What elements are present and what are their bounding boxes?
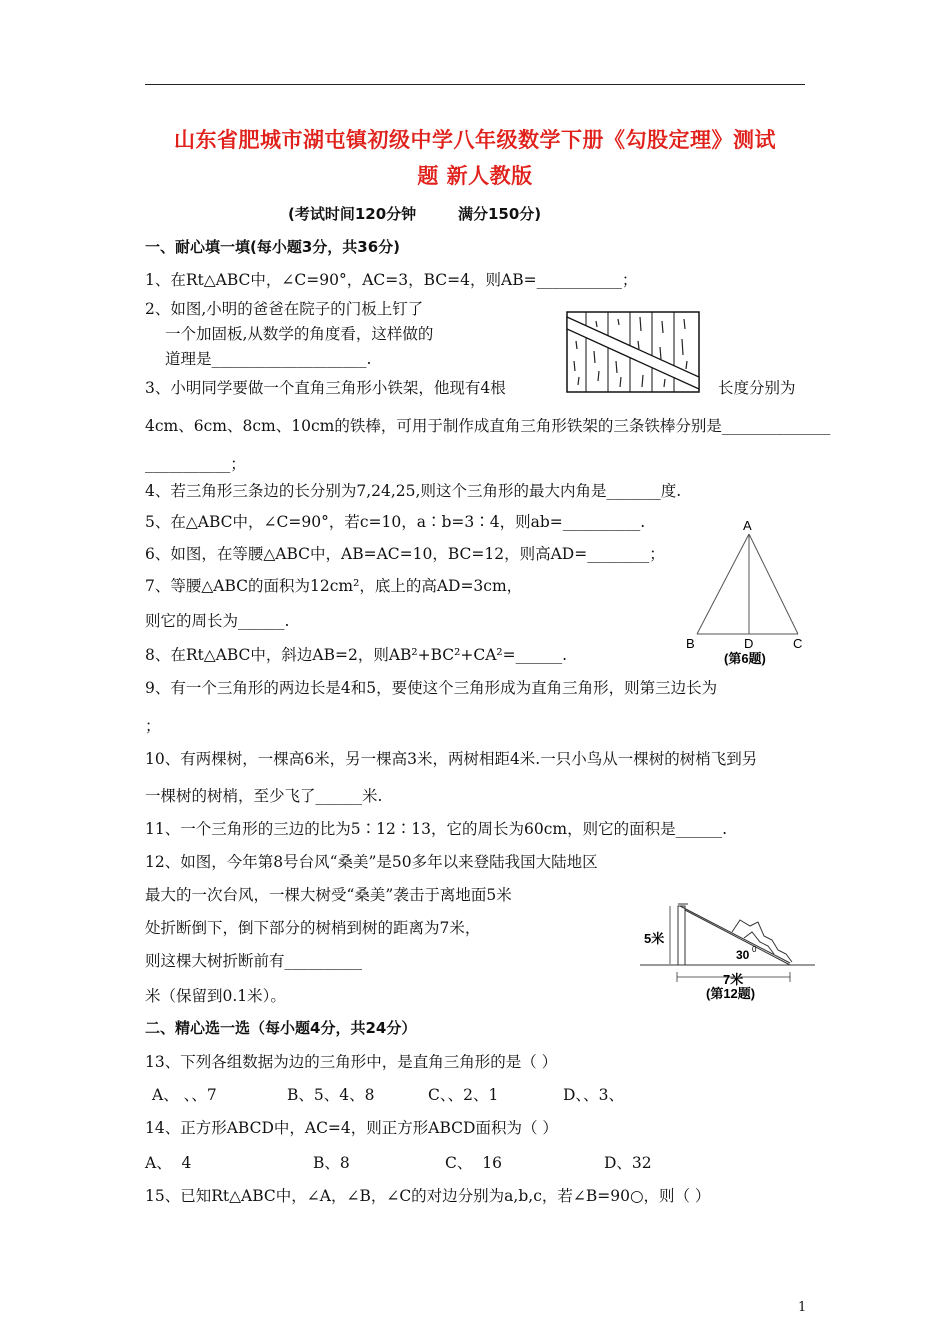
question-12-line-3: 处折断倒下，倒下部分的树梢到树的距离为7米， — [145, 919, 481, 937]
distance-label: 7米 — [723, 972, 744, 987]
question-7-line-1: 7、等腰△ABC的面积为12cm²，底上的高AD=3cm， — [145, 577, 523, 595]
title-line-2: 题 新人教版 — [417, 164, 533, 188]
question-2-line-2: 一个加固板,从数学的角度看，这样做的 — [165, 325, 434, 343]
question-3-line-1: 3、小明同学要做一个直角三角形小铁架，他现有4根 — [145, 379, 506, 397]
question-12-line-5: 米（保留到0.1米）。 — [145, 987, 286, 1005]
q13-option-b: B、5、4、8 — [287, 1086, 375, 1104]
question-2-line-1: 2、如图,小明的爸爸在院子的门板上钉了 — [145, 300, 424, 318]
question-9-line-1: 9、有一个三角形的两边长是4和5，要使这个三角形成为直角三角形，则第三边长为 — [145, 679, 718, 697]
question-7-line-2: 则它的周长为______. — [145, 612, 290, 630]
q13-option-a: A、 、、7 — [152, 1086, 217, 1104]
height-label: 5米 — [644, 931, 665, 946]
figure-6-caption: (第6题) — [724, 651, 766, 666]
angle-label: 30 — [736, 948, 750, 962]
question-10-line-1: 10、有两棵树，一棵高6米，另一棵高3米，两树相距4米.一只小鸟从一棵树的树梢飞到另 — [145, 750, 758, 768]
question-2-line-3: 道理是____________________. — [165, 350, 372, 368]
page-number: 1 — [798, 1300, 807, 1315]
question-12-line-4: 则这棵大树折断前有__________ — [145, 952, 363, 970]
question-13: 13、下列各组数据为边的三角形中，是直角三角形的是（ ） — [145, 1053, 558, 1071]
label-a: A — [743, 518, 752, 533]
label-b: B — [686, 636, 695, 651]
q14-option-a: A、 4 — [145, 1154, 192, 1172]
question-3-line-2: 4cm、6cm、8cm、10cm的铁棒，可用于制作成直角三角形铁架的三条铁棒分别是______________ — [145, 417, 831, 435]
question-15: 15、已知Rt△ABC中，∠A，∠B，∠C的对边分别为a,b,c，若∠B=90○，则（ ） — [145, 1187, 711, 1205]
degree-mark: 0 — [752, 945, 757, 954]
question-12-line-1: 12、如图，今年第8号台风“桑美”是50多年以来登陆我国大陆地区 — [145, 853, 598, 871]
header-rule — [145, 84, 805, 85]
q14-option-b: B、8 — [313, 1154, 350, 1172]
question-11: 11、一个三角形的三边的比为5∶12∶13，它的周长为60cm，则它的面积是______. — [145, 820, 728, 838]
question-4: 4、若三角形三条边的长分别为7,24,25,则这个三角形的最大内角是_______度. — [145, 482, 682, 500]
question-1: 1、在Rt△ABC中，∠C=90°，AC=3，BC=4，则AB=___________； — [145, 271, 638, 289]
figure-12-caption: (第12题) — [706, 986, 756, 1001]
label-d: D — [744, 636, 754, 651]
question-12-line-2: 最大的一次台风，一棵大树受“桑美”袭击于离地面5米 — [145, 886, 512, 904]
triangle-figure-6 — [680, 514, 810, 670]
question-6: 6、如图，在等腰△ABC中，AB=AC=10，BC=12，则高AD=________； — [145, 545, 665, 563]
question-5: 5、在△ABC中，∠C=90°，若c=10，a∶b=3∶4，则ab=__________. — [145, 513, 646, 531]
door-brace-figure — [566, 311, 700, 393]
broken-tree-figure-12 — [640, 892, 816, 1008]
question-10-line-2: 一棵树的树梢，至少飞了______米. — [145, 787, 383, 805]
title-line-1: 山东省肥城市湖屯镇初级中学八年级数学下册《勾股定理》测试 — [174, 128, 776, 152]
q14-option-d: D、32 — [604, 1154, 652, 1172]
question-14: 14、正方形ABCD中，AC=4，则正方形ABCD面积为（ ） — [145, 1119, 558, 1137]
exam-info: (考试时间120分钟 满分150分) — [288, 205, 542, 223]
section-1-heading: 一、耐心填一填(每小题3分，共36分) — [145, 238, 401, 256]
question-3-line-3: ___________； — [145, 455, 246, 473]
section-2-heading: 二、精心选一选（每小题4分，共24分） — [145, 1019, 417, 1037]
q13-option-d: D、、3、 — [563, 1086, 625, 1104]
question-3-line-1-tail: 长度分别为 — [718, 379, 796, 397]
q13-option-c: C、、2、1 — [428, 1086, 499, 1104]
question-9-line-2: ； — [145, 717, 161, 735]
q14-option-c: C、 16 — [445, 1154, 502, 1172]
question-8: 8、在Rt△ABC中，斜边AB=2，则AB²+BC²+CA²=______. — [145, 646, 568, 664]
label-c: C — [793, 636, 803, 651]
